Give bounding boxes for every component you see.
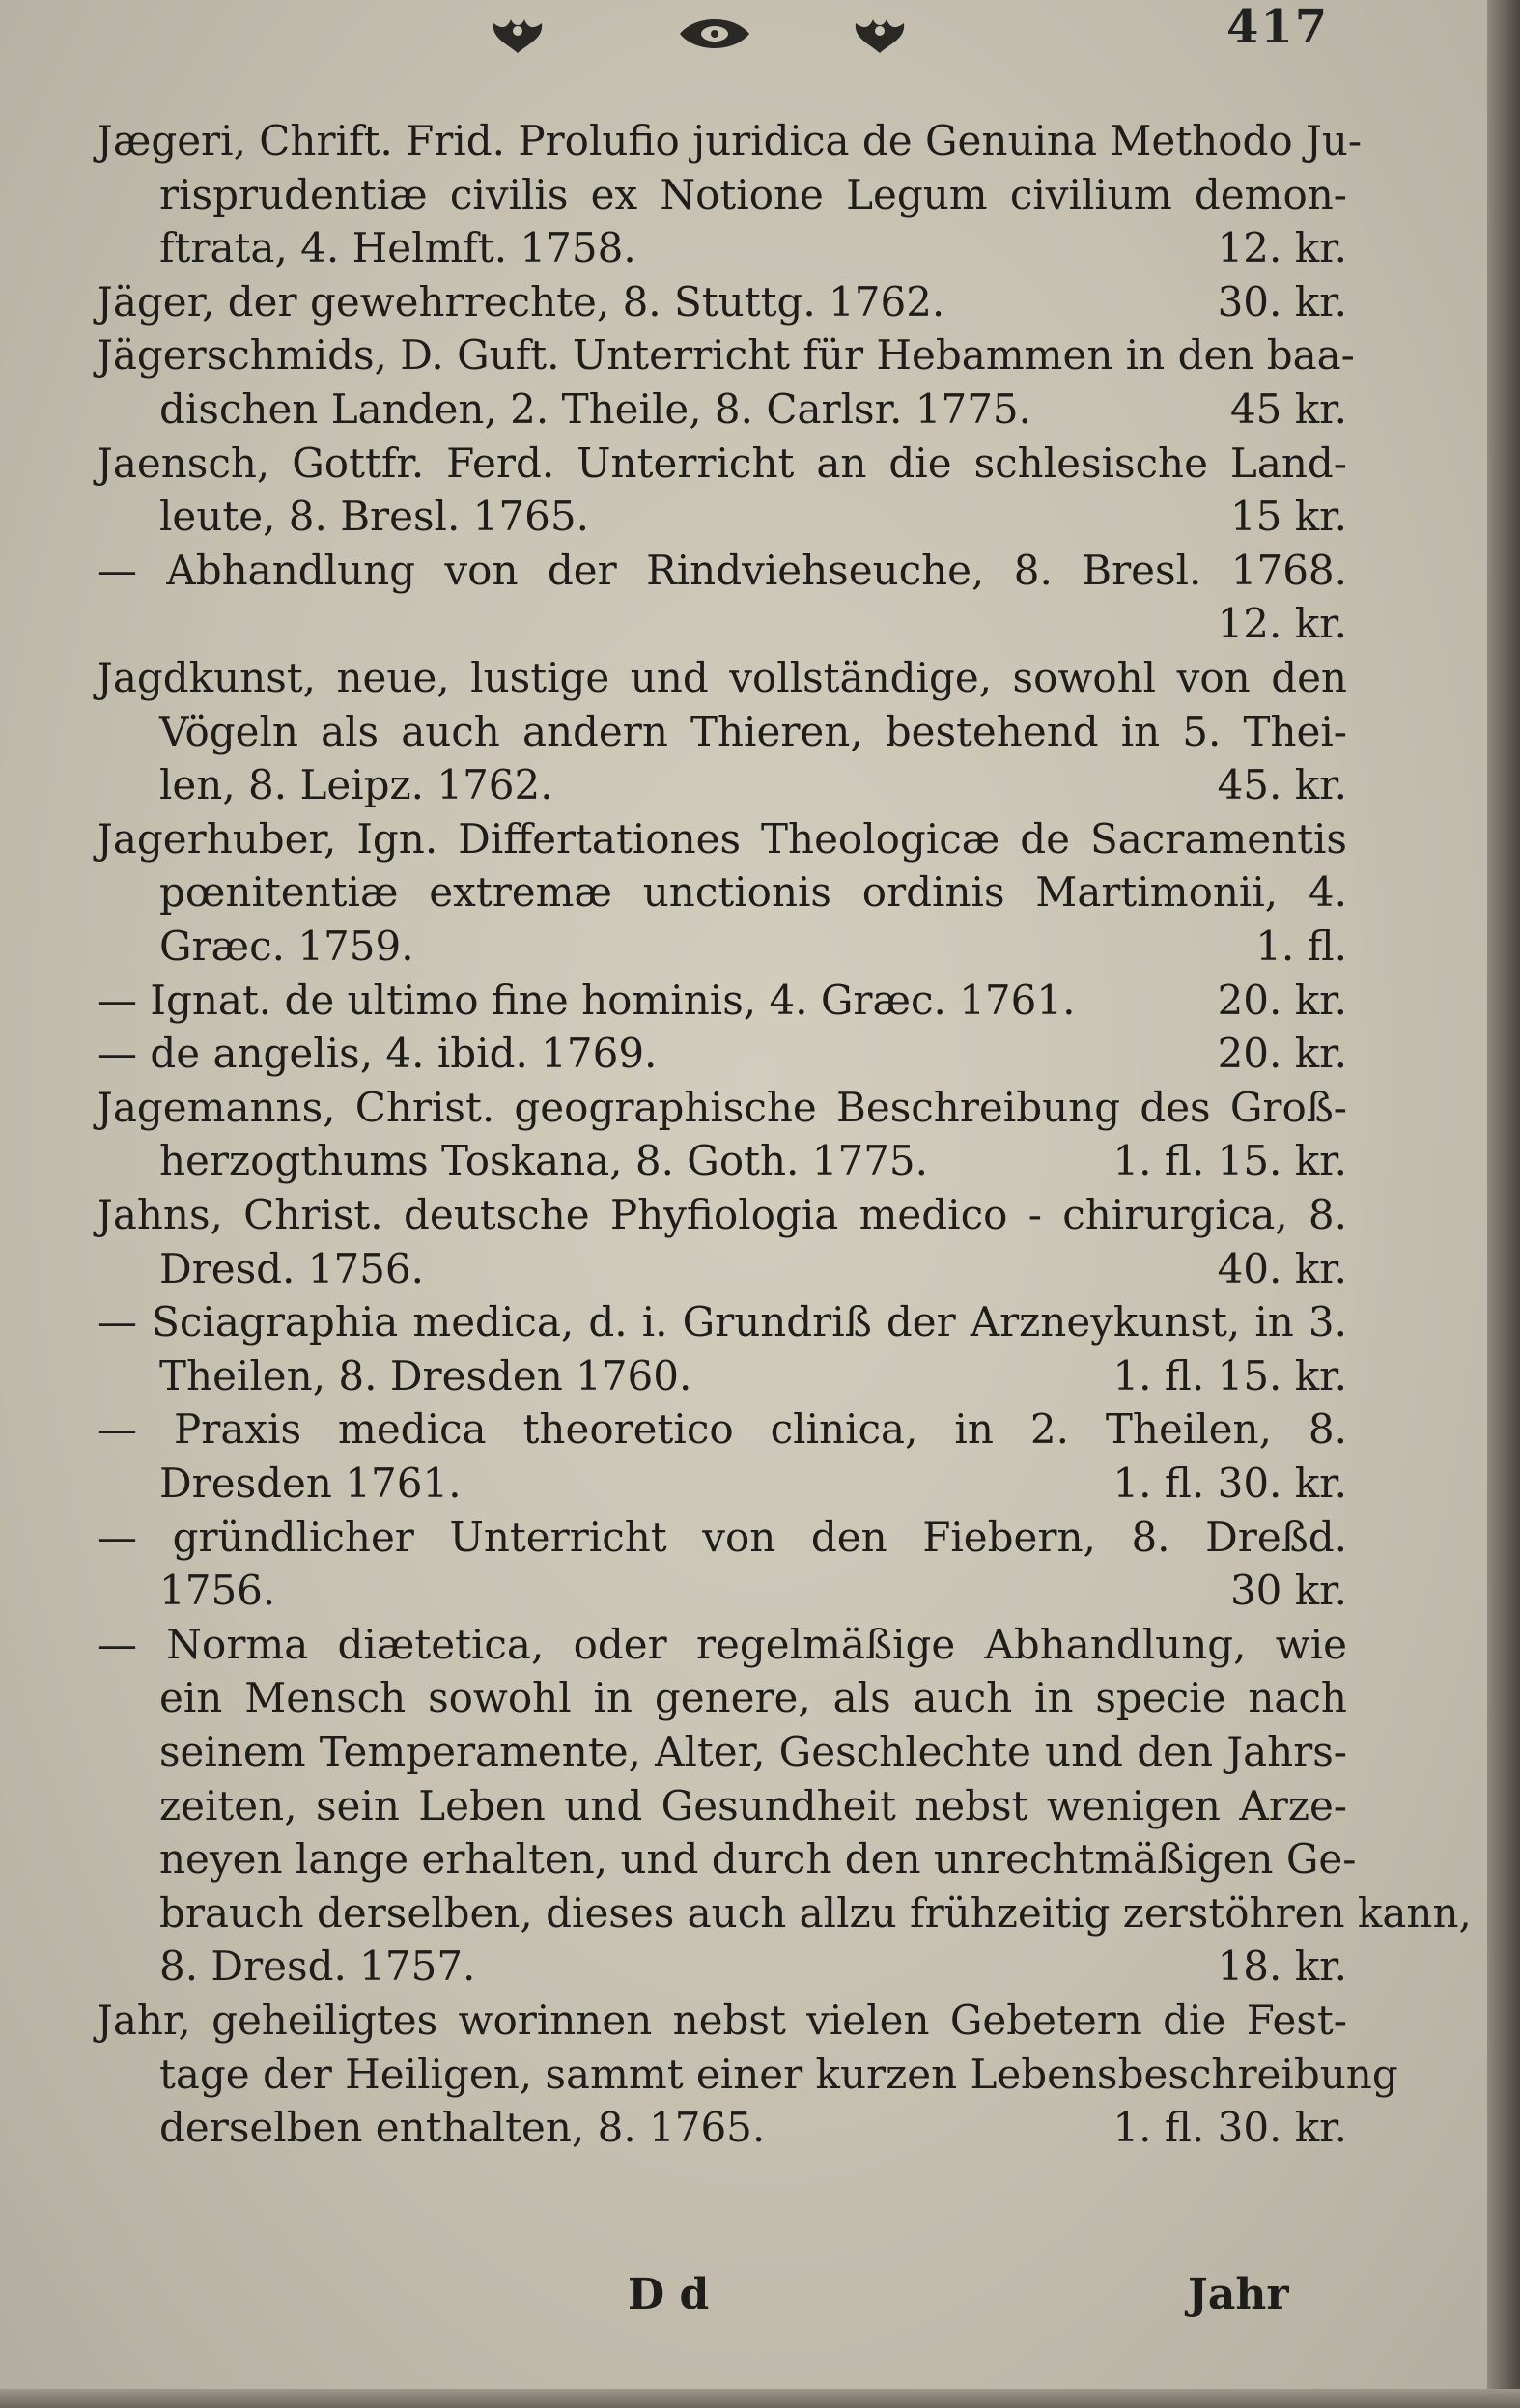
text-line: ein Mensch sowohl in genere, als auch in specie nach	[159, 1674, 1347, 1721]
signature-mark: D d	[628, 2270, 710, 2319]
page-footer	[0, 2270, 1487, 2347]
text-line: Dresd. 1756.	[159, 1245, 424, 1292]
text-line: Vögeln als auch andern Thieren, bestehend in 5. Thei-	[159, 708, 1347, 755]
price-value: 40. kr.	[1217, 1245, 1347, 1292]
text-line: — de angelis, 4. ibid. 1769.	[97, 1030, 658, 1077]
text-line: Jahr, geheiligtes worinnen nebst vielen Gebetern die Fest-	[97, 1997, 1347, 2044]
text-line: — Sciagraphia medica, d. i. Grundriß der Arzneykunst, in 3.	[97, 1298, 1347, 1346]
text-line: dischen Landen, 2. Theile, 8. Carlsr. 1775.	[159, 385, 1031, 433]
text-line: pœnitentiæ extremæ unctionis ordinis Martimonii, 4.	[159, 868, 1347, 916]
text-line: Jagerhuber, Ign. Differtationes Theologicæ de Sacramentis	[97, 815, 1347, 863]
catchword: Jahr	[1188, 2270, 1289, 2319]
text-line: — Abhandlung von der Rindviehseuche, 8. Bresl. 1768.	[97, 547, 1347, 594]
text-line: zeiten, sein Leben und Gesundheit nebst wenigen Arze-	[159, 1782, 1347, 1829]
text-line: leute, 8. Bresl. 1765.	[159, 493, 589, 540]
price-value: 20. kr.	[1217, 977, 1347, 1024]
text-line: Jægeri, Chrift. Frid. Prolufio juridica de Genuina Methodo Ju-	[97, 117, 1363, 164]
text-line: Jagemanns, Christ. geographische Beschreibung des Groß-	[97, 1084, 1347, 1131]
text-line: risprudentiæ civilis ex Notione Legum civilium demon-	[159, 171, 1347, 218]
text-line: brauch derselben, dieses auch allzu frühzeitig zerstöhren kann,	[159, 1889, 1472, 1937]
price-value: 1. fl. 15. kr.	[1112, 1137, 1347, 1184]
page-edge-shadow	[1487, 0, 1520, 2408]
text-line: — Norma diætetica, oder regelmäßige Abhandlung, wie	[97, 1621, 1347, 1668]
text-line: Jahns, Christ. deutsche Phyfiologia medico - chirurgica, 8.	[97, 1191, 1347, 1238]
price-value: 45. kr.	[1217, 761, 1347, 808]
price-value: 1. fl. 15. kr.	[1112, 1352, 1347, 1400]
text-line: neyen lange erhalten, und durch den unrechtmäßigen Ge-	[159, 1835, 1357, 1883]
text-line: Jäger, der gewehrrechte, 8. Stuttg. 1762.	[97, 278, 945, 326]
price-value: 30 kr.	[1229, 1567, 1347, 1614]
price-value: 45 kr.	[1229, 385, 1347, 433]
text-line: Dresden 1761.	[159, 1459, 462, 1507]
text-line: len, 8. Leipz. 1762.	[159, 761, 553, 808]
text-line: 1756.	[159, 1567, 276, 1614]
price-value: 15 kr.	[1229, 493, 1347, 540]
text-line: Theilen, 8. Dresden 1760.	[159, 1352, 692, 1400]
text-line: — Ignat. de ultimo fine hominis, 4. Græc. 1761.	[97, 977, 1076, 1024]
text-line: Græc. 1759.	[159, 922, 414, 970]
page-number: 417	[1226, 0, 1330, 54]
text-line: Jaensch, Gottfr. Ferd. Unterricht an die schlesische Land-	[97, 439, 1347, 487]
price-value: 1. fl. 30. kr.	[1112, 2104, 1347, 2151]
text-line: — Praxis medica theoretico clinica, in 2. Theilen, 8.	[97, 1405, 1347, 1453]
price-value: 18. kr.	[1217, 1942, 1347, 1990]
text-line: ftrata, 4. Helmft. 1758.	[159, 224, 636, 271]
price-value: 20. kr.	[1217, 1030, 1347, 1077]
price-value: 1. fl. 30. kr.	[1112, 1459, 1347, 1507]
text-line: derselben enthalten, 8. 1765.	[159, 2104, 766, 2151]
price-value: 12. kr.	[1217, 600, 1347, 647]
text-line: — gründlicher Unterricht von den Fiebern, 8. Dreßd.	[97, 1514, 1347, 1561]
price-value: 12. kr.	[1217, 224, 1347, 271]
text-line: seinem Temperamente, Alter, Geschlechte und den Jahrs-	[159, 1728, 1347, 1775]
text-line: Jägerschmids, D. Guft. Unterricht für Hebammen in den baa-	[97, 331, 1355, 379]
text-line: Jagdkunst, neue, lustige und vollständige, sowohl von den	[97, 654, 1347, 701]
text-line: herzogthums Toskana, 8. Goth. 1775.	[159, 1137, 928, 1184]
price-value: 30. kr.	[1217, 278, 1347, 326]
text-line: tage der Heiligen, sammt einer kurzen Lebensbeschreibung	[159, 2051, 1398, 2098]
price-value: 1. fl.	[1255, 922, 1347, 970]
text-line: 8. Dresd. 1757.	[159, 1942, 476, 1990]
